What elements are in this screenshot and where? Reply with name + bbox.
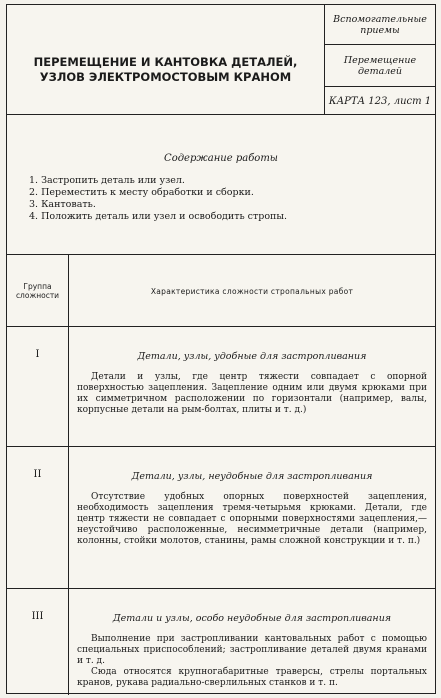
table-row [7, 589, 435, 695]
table-header [7, 255, 435, 327]
document-page [6, 4, 436, 694]
complexity-group: I [7, 327, 69, 446]
work-step: 2. Переместить к месту обработки и сборки. [29, 187, 254, 198]
card-meta [325, 5, 435, 115]
complexity-group: III [7, 589, 69, 695]
row-title: Детали и узлы, особо неудобные для застропливания [112, 613, 392, 624]
row-title: Детали, узлы, неудобные для застропливания [131, 471, 373, 482]
row-title: Детали, узлы, удобные для застропливания [137, 351, 367, 362]
row-description [69, 447, 435, 588]
complexity-group: II [7, 447, 69, 588]
row-text: Выполнение при застропливании кантовальных работ с помощью специальных приспособлений; застропливание деталей двумя кранами и т. д. [77, 634, 427, 666]
table-row [7, 447, 435, 589]
row-description [69, 327, 435, 446]
row-text: Отсутствие удобных опорных поверхностей зацепления, необходимость зацепления тремя-четырьмя крюками. Детали, где центр тяжести не совпадает с опорными поверхностями зацепления,— неустойчиво расположенные, несимметричные детали (например, колонны, стойки молотов, станины, рамы сложной конструкции и т. п.) [77, 492, 427, 546]
card-number: КАРТА 123, лист 1 [328, 95, 432, 107]
work-content-title: Содержание работы [164, 153, 278, 164]
card-title: ПЕРЕМЕЩЕНИЕ И КАНТОВКА ДЕТАЛЕЙ, УЗЛОВ ЭЛЕКТРОМОСТОВЫМ КРАНОМ [33, 55, 298, 84]
work-step: 3. Кантовать. [29, 199, 96, 210]
work-step: 1. Застропить деталь или узел. [29, 175, 185, 186]
card-subcategory: Перемещение деталей [325, 45, 435, 87]
row-text: Сюда относятся крупногабаритные траверсы, стрелы портальных кранов, рукава радиально-сверлильных станков и т. п. [77, 667, 427, 688]
row-description [69, 589, 435, 695]
work-steps-list [29, 175, 287, 223]
work-step: 4. Положить деталь или узел и освободить стропы. [29, 211, 287, 222]
work-content-section [7, 115, 435, 255]
table-row [7, 327, 435, 447]
column-header-description: Характеристика сложности стропальных работ [150, 286, 354, 296]
card-title-cell [7, 5, 325, 115]
card-header [7, 5, 435, 115]
row-text: Детали и узлы, где центр тяжести совпадает с опорной поверхностью зацепления. Зацепление одним или двумя крюками при их симметричном расположении по горизонтали (например, валы, корпусные детали на рым-болтах, плиты и т. д.) [77, 372, 427, 415]
column-header-group: Группа сложности [7, 255, 69, 327]
card-category: Вспомогательные приемы [325, 5, 435, 45]
